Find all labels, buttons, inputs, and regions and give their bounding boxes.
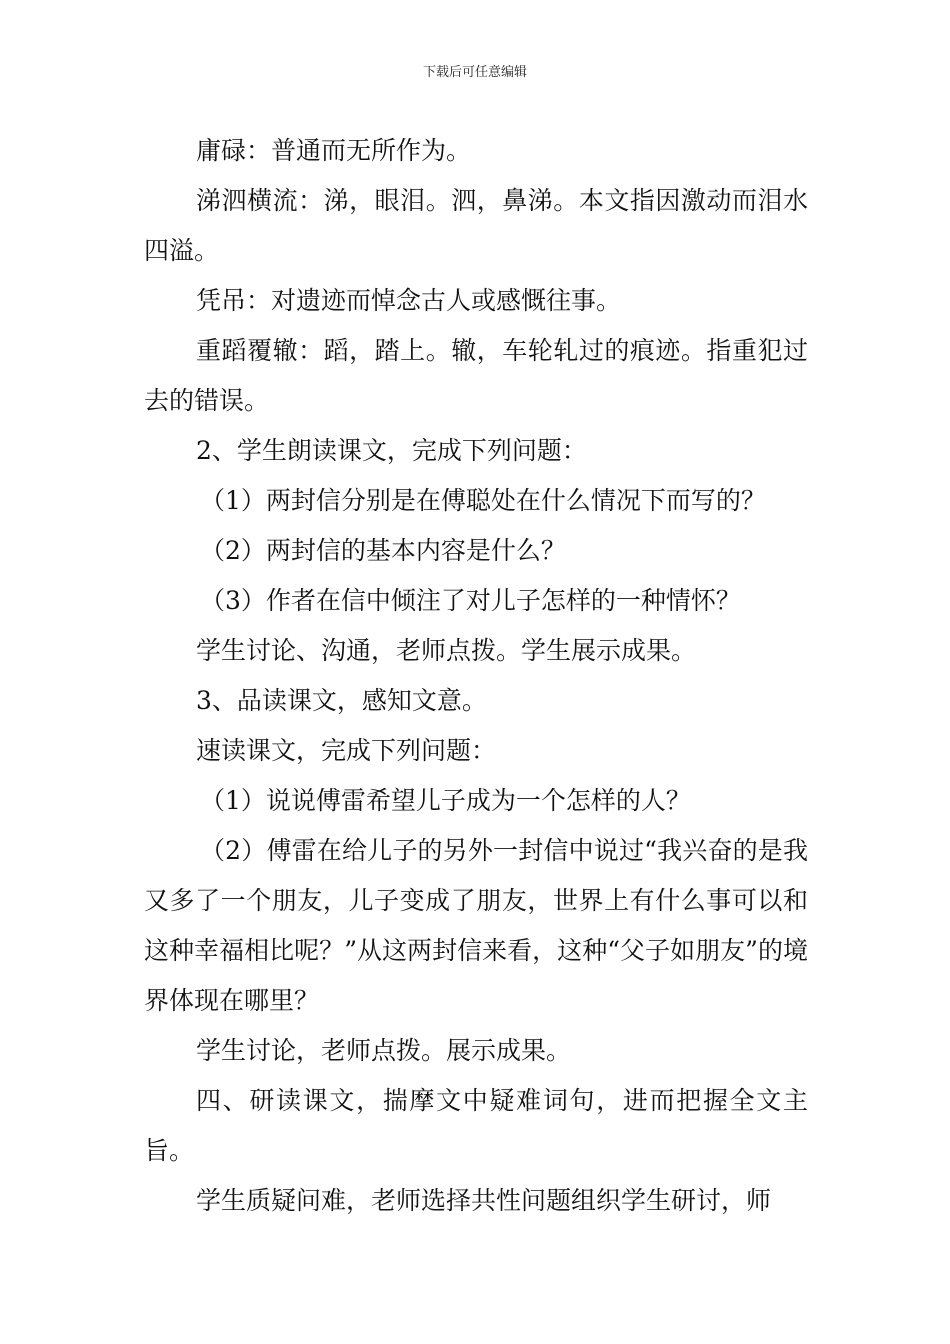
question-2: （2）两封信的基本内容是什么？ — [200, 536, 566, 565]
definition-tisi-hengliu: 涕泗横流：涕，眼泪。泗，鼻涕。本文指因激动而泪水四溢。 — [144, 186, 808, 265]
page-header: 下载后可任意编辑 — [422, 65, 527, 80]
step-2-heading: 2、学生朗读课文，完成下列问题： — [196, 436, 587, 465]
question-3: （3）作者在信中倾注了对儿子怎样的一种情怀？ — [200, 586, 741, 615]
discussion-note-2: 学生讨论，老师点拨。展示成果。 — [196, 1036, 572, 1065]
step-3-heading: 3、品读课文，感知文意。 — [196, 686, 487, 715]
study-note: 学生质疑问难，老师选择共性问题组织学生研讨，师 — [196, 1186, 772, 1215]
question-1: （1）两封信分别是在傅聪处在什么情况下而写的？ — [200, 486, 766, 515]
definition-yonglu: 庸碌：普通而无所作为。 — [196, 136, 472, 165]
reading-question-2: （2）傅雷在给儿子的另外一封信中说过“我兴奋的是我又多了一个朋友，儿子变成了朋友，世界上有什么事可以和这种幸福相比呢？”从这两封信来看，这种“父子如朋友”的境界体现在哪里？ — [144, 836, 808, 1015]
section-4-heading: 四、研读课文，揣摩文中疑难词句，进而把握全文主旨。 — [144, 1086, 808, 1165]
discussion-note-1: 学生讨论、沟通，老师点拨。学生展示成果。 — [196, 636, 697, 665]
reading-question-1: （1）说说傅雷希望儿子成为一个怎样的人？ — [200, 786, 691, 815]
definition-chongdao-fuzhe: 重蹈覆辙：蹈，踏上。辙，车轮轧过的痕迹。指重犯过去的错误。 — [144, 336, 808, 415]
definition-pingdiao: 凭吊：对遗迹而悼念古人或感慨往事。 — [196, 286, 622, 315]
document-body — [144, 126, 808, 1226]
speed-reading-prompt: 速读课文，完成下列问题： — [196, 736, 497, 765]
